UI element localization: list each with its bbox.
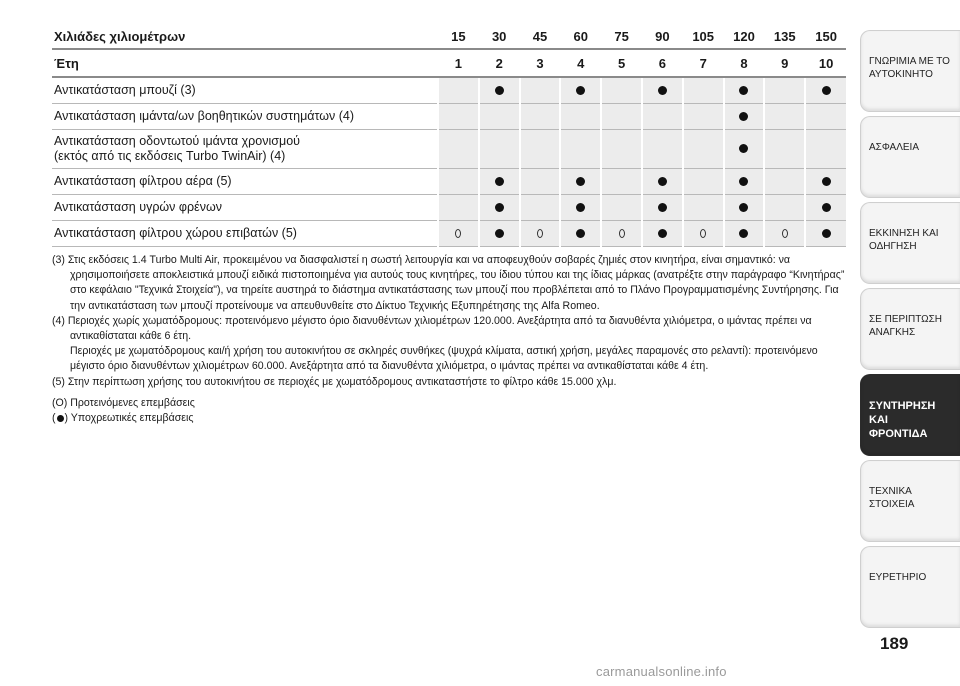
mandatory-dot-icon [739, 112, 748, 121]
chapter-tab-label: ΓΝΩΡΙΜΙΑ ΜΕ ΤΟ [869, 56, 950, 67]
schedule-cell [479, 130, 520, 169]
page-number: 189 [880, 634, 909, 653]
years-header-row-cell: 1 [438, 49, 479, 77]
mandatory-dot-icon [822, 177, 831, 186]
years-header-row-cell: 5 [601, 49, 642, 77]
schedule-cell [601, 77, 642, 104]
schedule-cell [683, 195, 724, 221]
schedule-cell [805, 130, 846, 169]
schedule-cell [438, 77, 479, 104]
chapter-tab-label: ΦΡΟΝΤΙΔΑ [869, 428, 928, 440]
mandatory-dot-icon [495, 86, 504, 95]
chapter-tab-label: ΑΣΦΑΛΕΙΑ [869, 142, 920, 153]
years-header-row-cell: 2 [479, 49, 520, 77]
mandatory-dot-icon [576, 86, 585, 95]
chapter-tab[interactable] [860, 30, 960, 112]
mandatory-dot-icon [739, 203, 748, 212]
recommended-ring-icon [619, 229, 625, 238]
schedule-cell [560, 221, 601, 247]
schedule-cell [724, 77, 765, 104]
schedule-cell [764, 169, 805, 195]
years-header-row-cell: 4 [560, 49, 601, 77]
service-item-label-line: Αντικατάσταση μπουζί (3) [54, 83, 196, 97]
service-item-label-line: Αντικατάσταση ιμάντα/ων βοηθητικών συστημάτων (4) [54, 109, 355, 123]
years-header-row-cell: 10 [805, 49, 846, 77]
years-header-row-cell: 8 [724, 49, 765, 77]
service-item-label [52, 221, 438, 247]
schedule-cell [724, 104, 765, 130]
schedule-cell [601, 104, 642, 130]
schedule-cell [805, 104, 846, 130]
schedule-cell [724, 169, 765, 195]
schedule-cell [764, 104, 805, 130]
mandatory-dot-icon [576, 177, 585, 186]
schedule-cell [683, 221, 724, 247]
service-item-label-line: Αντικατάσταση υγρών φρένων [54, 200, 222, 214]
mandatory-dot-icon [495, 229, 504, 238]
mandatory-dot-icon [576, 203, 585, 212]
legend [52, 396, 846, 426]
table-row [52, 195, 846, 221]
chapter-tab[interactable] [860, 116, 960, 198]
schedule-cell [520, 221, 561, 247]
schedule-cell [683, 104, 724, 130]
years-header-row-label: Έτη [52, 49, 438, 77]
chapter-tab[interactable] [860, 288, 960, 370]
recommended-ring-icon [782, 229, 788, 238]
chapter-tab-label: ΣΕ ΠΕΡΙΠΤΩΣΗ [869, 314, 942, 325]
chapter-tab-label: ΤΕΧΝΙΚΑ ΣΤΟΙΧΕΙΑ [869, 486, 915, 510]
table-row [52, 221, 846, 247]
note-4 [52, 314, 846, 375]
mandatory-dot-icon [576, 229, 585, 238]
schedule-cell [724, 195, 765, 221]
chapter-tab-label: ΑΝΑΓΚΗΣ [869, 327, 916, 338]
schedule-cell [520, 169, 561, 195]
schedule-cell [642, 169, 683, 195]
watermark: carmanualsonline.info [596, 664, 727, 679]
mandatory-dot-icon [739, 229, 748, 238]
schedule-cell [724, 221, 765, 247]
schedule-cell [683, 169, 724, 195]
service-item-label-line: Αντικατάσταση οδοντωτού ιμάντα χρονισμού [54, 134, 300, 148]
years-header-row [52, 49, 846, 77]
mandatory-dot-icon [822, 229, 831, 238]
footnote-paragraph: Περιοχές με χωματόδρομους και/ή χρήση του αυτοκινήτου σε σκληρές συνθήκες (ψυχρά κλίματα, αστική χρήση, μεγάλες παραμονές στο ρελαντί): προτεινόμενο μέγιστο όριο διανυθέντων χιλιομέτρων 60.000. Ανεξάρτητα από τα διανυθέντα χιλιόμετρα, ο ιμάντας πρέπει να αντικαθίσταται κάθε 4 έτη. [70, 345, 818, 373]
mandatory-dot-icon [739, 177, 748, 186]
schedule-cell [560, 195, 601, 221]
chapter-tabs [860, 30, 960, 632]
schedule-cell [520, 104, 561, 130]
table-row [52, 77, 846, 104]
schedule-cell [642, 130, 683, 169]
schedule-cell [479, 77, 520, 104]
schedule-cell [642, 77, 683, 104]
km-header-row-cell: 75 [601, 24, 642, 49]
schedule-cell [438, 195, 479, 221]
service-item-label [52, 195, 438, 221]
mandatory-dot-icon [495, 177, 504, 186]
mandatory-dot-icon [658, 86, 667, 95]
mandatory-dot-icon [822, 86, 831, 95]
chapter-tab-label: ΕΚΚΙΝΗΣΗ ΚΑΙ [869, 228, 939, 239]
service-item-label-line: Αντικατάσταση φίλτρου χώρου επιβατών (5) [54, 226, 297, 240]
schedule-cell [560, 169, 601, 195]
service-item-label [52, 130, 438, 169]
chapter-tab-label: ΣΥΝΤΗΡΗΣΗ ΚΑΙ [869, 400, 936, 426]
schedule-cell [683, 130, 724, 169]
km-header-row-cell: 45 [520, 24, 561, 49]
schedule-cell [520, 130, 561, 169]
schedule-cell [438, 130, 479, 169]
schedule-cell [805, 77, 846, 104]
km-header-row-cell: 135 [764, 24, 805, 49]
mandatory-dot-icon [658, 203, 667, 212]
schedule-cell [438, 104, 479, 130]
table-row [52, 130, 846, 169]
schedule-cell [805, 195, 846, 221]
schedule-cell [560, 130, 601, 169]
chapter-tab[interactable] [860, 374, 960, 456]
km-header-row [52, 24, 846, 49]
chapter-tab-label: ΟΔΗΓΗΣΗ [869, 241, 917, 252]
schedule-cell [642, 221, 683, 247]
mandatory-dot-icon [658, 229, 667, 238]
chapter-tab[interactable] [860, 546, 960, 628]
schedule-cell [601, 221, 642, 247]
maintenance-table [52, 24, 846, 247]
schedule-cell [560, 104, 601, 130]
km-header-row-cell: 120 [724, 24, 765, 49]
km-header-row-label: Χιλιάδες χιλιομέτρων [52, 24, 438, 49]
schedule-cell [805, 221, 846, 247]
mandatory-dot-icon [57, 415, 64, 422]
schedule-cell [764, 77, 805, 104]
schedule-cell [479, 169, 520, 195]
note-3 [52, 253, 846, 314]
schedule-cell [601, 195, 642, 221]
footnote-paragraph: (5) Στην περίπτωση χρήσης του αυτοκινήτου σε περιοχές με χωματόδρομους αντικαταστήστε το φίλτρο κάθε 15.000 χλμ. [52, 375, 617, 388]
schedule-cell [560, 77, 601, 104]
years-header-row-cell: 9 [764, 49, 805, 77]
km-header-row-cell: 30 [479, 24, 520, 49]
chapter-tab[interactable] [860, 202, 960, 284]
schedule-cell [683, 77, 724, 104]
schedule-cell [601, 130, 642, 169]
service-item-label [52, 169, 438, 195]
service-item-label [52, 77, 438, 104]
schedule-cell [764, 130, 805, 169]
footnotes [52, 253, 846, 390]
legend-recommended: (Ο) Προτεινόμενες επεμβάσεις [52, 396, 195, 409]
chapter-tab[interactable] [860, 460, 960, 542]
footnote-paragraph: (4) Περιοχές χωρίς χωματόδρομους: προτεινόμενο μέγιστο όριο διανυθέντων χιλιομέτρων 120.000. Ανεξάρτητα από τα διανυθέντα χιλιόμετρα, ο ιμάντας πρέπει να αντικαθίσταται κάθε 6 έτη. [52, 314, 812, 343]
mandatory-dot-icon [495, 203, 504, 212]
schedule-cell [642, 104, 683, 130]
schedule-cell [642, 195, 683, 221]
schedule-cell [601, 169, 642, 195]
schedule-cell [438, 221, 479, 247]
km-header-row-cell: 90 [642, 24, 683, 49]
chapter-tab-label: ΕΥΡΕΤΗΡΙΟ [869, 572, 927, 583]
service-item-label [52, 104, 438, 130]
recommended-ring-icon [455, 229, 461, 238]
mandatory-dot-icon [739, 86, 748, 95]
chapter-tab-label: ΑΥΤΟΚΙΝΗΤΟ [869, 69, 933, 80]
table-row [52, 169, 846, 195]
recommended-ring-icon [700, 229, 706, 238]
footnote-paragraph: (3) Στις εκδόσεις 1.4 Turbo Multi Air, προκειμένου να διασφαλιστεί η σωστή λειτουργία και να αποφευχθούν σοβαρές ζημιές στον κινητήρα, είναι σημαντικό: να χρησιμοποιήσετε αποκλειστικά μπουζί ειδικά πιστοποιημένα για αυτούς τους κινητήρες, του ίδιου τύπου και της ίδιας μάρκας (ανατρέξτε στην παράγραφο “Κινητήρας” στο κεφάλαιο "Τεχνικά Στοιχεία"), να τηρείτε αυστηρά το διάστημα αντικατάστασης των μπουζί που προβλέπεται από το Πλάνο Προγραμματισμένης Συντήρησης. Για την αντικατάσταση των μπουζί προτείνουμε να απευθυνθείτε στο Δίκτυο Τεχνικής Εξυπηρέτησης της Alfa Romeo. [52, 254, 845, 312]
legend-mandatory: ( ) Υποχρεωτικές επεμβάσεις [52, 412, 194, 425]
mandatory-dot-icon [658, 177, 667, 186]
schedule-cell [764, 195, 805, 221]
schedule-cell [479, 104, 520, 130]
km-header-row-cell: 105 [683, 24, 724, 49]
years-header-row-cell: 7 [683, 49, 724, 77]
schedule-cell [479, 221, 520, 247]
years-header-row-cell: 6 [642, 49, 683, 77]
maintenance-schedule [52, 24, 846, 426]
km-header-row-cell: 15 [438, 24, 479, 49]
schedule-cell [479, 195, 520, 221]
km-header-row-cell: 150 [805, 24, 846, 49]
schedule-cell [438, 169, 479, 195]
service-item-label-line: (εκτός από τις εκδόσεις Turbo TwinAir) (4) [54, 149, 286, 163]
km-header-row-cell: 60 [560, 24, 601, 49]
schedule-cell [520, 195, 561, 221]
mandatory-dot-icon [739, 144, 748, 153]
schedule-cell [724, 130, 765, 169]
service-item-label-line: Αντικατάσταση φίλτρου αέρα (5) [54, 174, 232, 188]
schedule-cell [805, 169, 846, 195]
table-row [52, 104, 846, 130]
schedule-cell [764, 221, 805, 247]
schedule-cell [520, 77, 561, 104]
recommended-ring-icon [537, 229, 543, 238]
mandatory-dot-icon [822, 203, 831, 212]
note-5 [52, 375, 846, 390]
years-header-row-cell: 3 [520, 49, 561, 77]
